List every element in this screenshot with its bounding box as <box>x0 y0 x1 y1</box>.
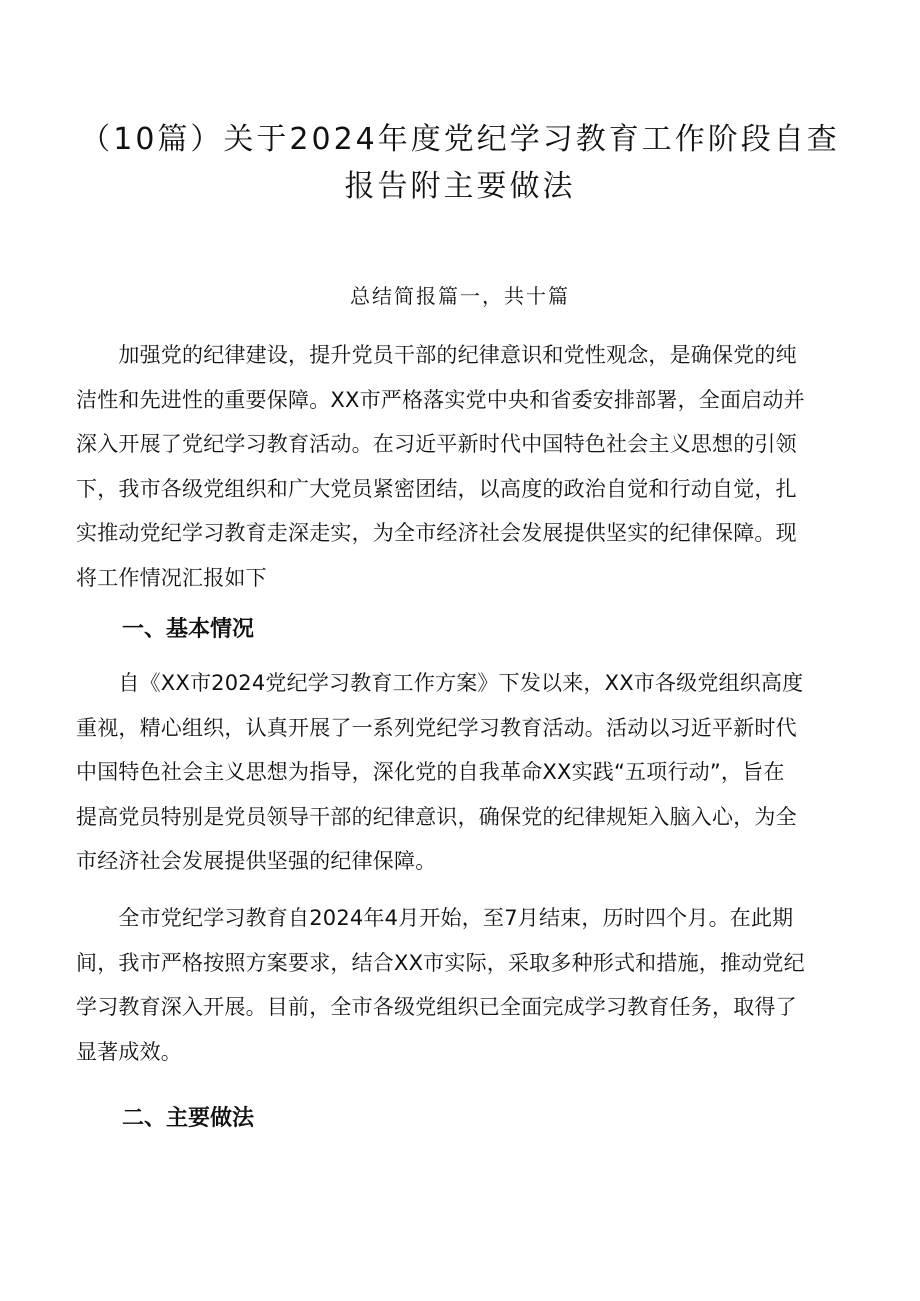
paragraph-line: 加强党的纪律建设，提升党员干部的纪律意识和党性观念，是确保党的纯 <box>76 343 797 367</box>
document-subtitle: 总结简报篇一，共十篇 <box>350 284 570 308</box>
paragraph-line: 自《XX市2024党纪学习教育工作方案》下发以来，XX市各级党组织高度 <box>76 671 804 695</box>
paragraph-line: 重视，精心组织，认真开展了一系列党纪学习教育活动。活动以习近平新时代 <box>76 715 797 740</box>
paragraph-line: 市经济社会发展提供坚强的纪律保障。 <box>76 849 437 873</box>
paragraph-line: 显著成效。 <box>76 1039 182 1064</box>
section-heading-basic: 一、基本情况 <box>122 617 255 642</box>
document-title-line-1: （10篇）关于2024年度党纪学习教育工作阶段自查 <box>80 122 840 157</box>
paragraph-line: 间，我市严格按照方案要求，结合XX市实际，采取多种形式和措施，推动党纪 <box>76 950 805 975</box>
section-heading-methods: 二、主要做法 <box>122 1106 255 1131</box>
paragraph-line: 实推动党纪学习教育走深走实，为全市经济社会发展提供坚实的纪律保障。现 <box>76 521 797 545</box>
document-title-line-2: 报告附主要做法 <box>344 169 576 204</box>
paragraph-line: 提高党员特别是党员领导干部的纪律意识，确保党的纪律规矩入脑入心，为全 <box>76 804 797 829</box>
paragraph-basic-1 <box>76 661 860 884</box>
paragraph-basic-2 <box>76 896 860 1074</box>
paragraph-intro <box>76 333 860 600</box>
paragraph-line: 学习教育深入开展。目前，全市各级党组织已全面完成学习教育任务，取得了 <box>76 995 797 1019</box>
paragraph-line: 中国特色社会主义思想为指导，深化党的自我革命XX实践“五项行动”，旨在 <box>76 760 785 784</box>
paragraph-line: 将工作情况汇报如下 <box>76 565 267 590</box>
paragraph-line: 全市党纪学习教育自2024年4月开始，至7月结束，历时四个月。在此期 <box>76 906 794 930</box>
paragraph-line: 深入开展了党纪学习教育活动。在习近平新时代中国特色社会主义思想的引领 <box>76 432 797 456</box>
paragraph-line: 洁性和先进性的重要保障。XX市严格落实党中央和省委安排部署，全面启动并 <box>76 387 805 412</box>
paragraph-line: 下，我市各级党组织和广大党员紧密团结，以高度的政治自觉和行动自觉，扎 <box>76 476 797 501</box>
